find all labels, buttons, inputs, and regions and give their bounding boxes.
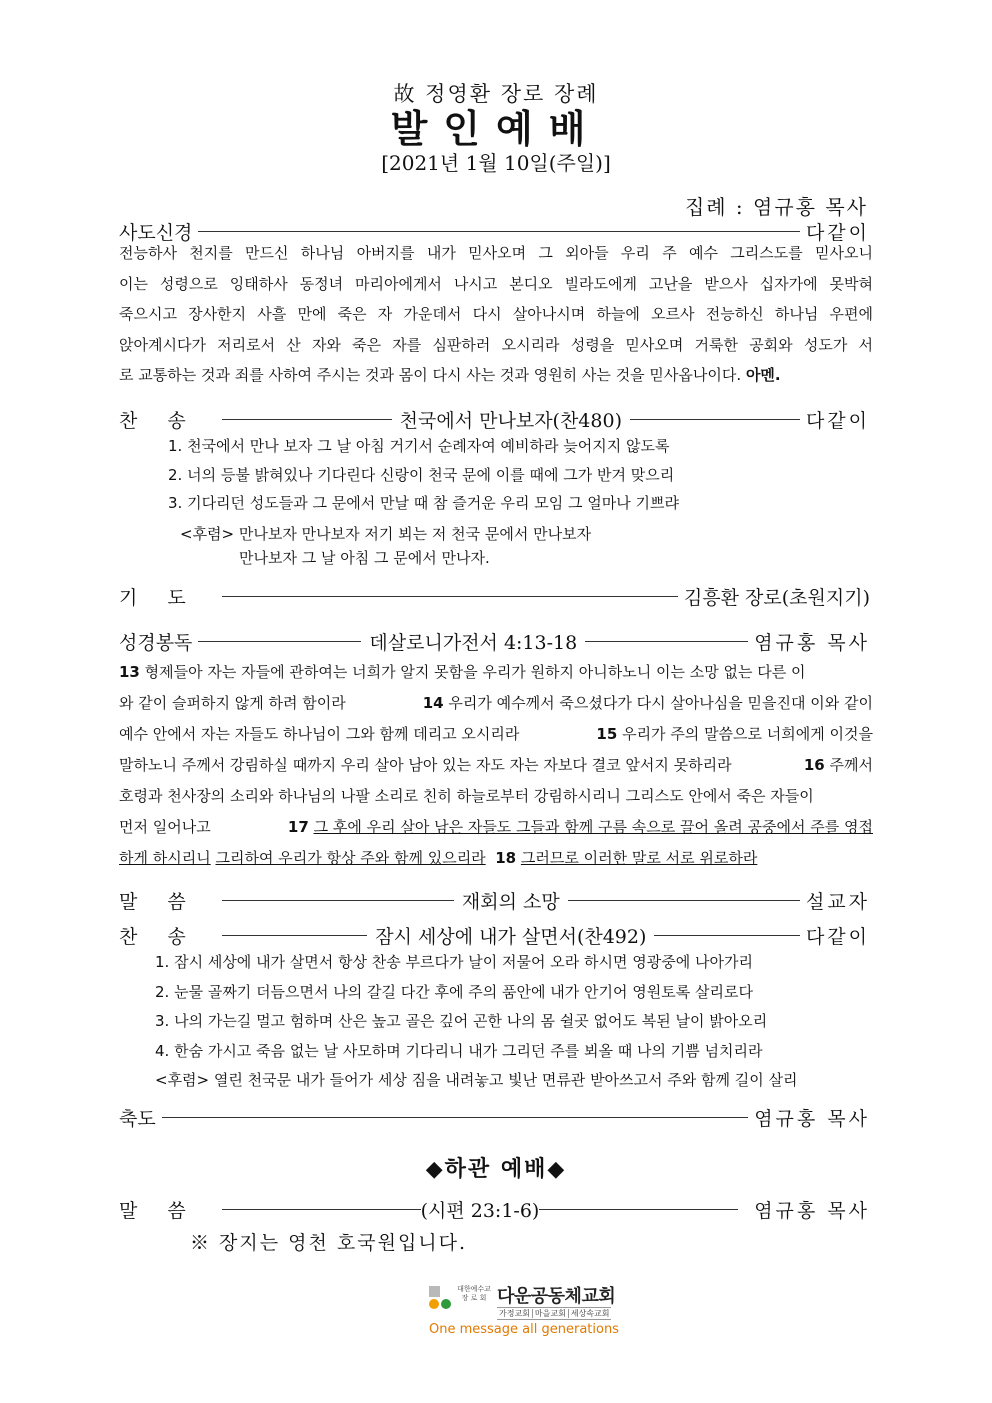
scripture-ref: 데살로니가전서 4:13-18 <box>369 632 578 654</box>
hymn2-label: 찬송 <box>119 926 216 948</box>
scripture-line <box>119 688 873 719</box>
scripture-line <box>119 843 873 874</box>
officiant: 집례 : 염규홍 목사 <box>684 195 868 219</box>
creed-line: 앉아계시다가 저리로서 산 자와 죽은 자를 심판하러 오시리라 성령을 믿사오며 거룩한 공회와 성도가 서 <box>119 335 873 354</box>
sermon-who: 설교자 <box>805 891 870 913</box>
benediction-who: 염규홍 목사 <box>754 1108 870 1130</box>
hymn-verse: 1. 잠시 세상에 내가 살면서 항상 찬송 부르다가 날이 저물어 오라 하시면 영광중에 나아가리 <box>155 953 753 971</box>
verse-text: 우리가 주의 말씀으로 너희에게 이것을 <box>622 725 873 743</box>
refrain-label: <후렴> <box>180 525 235 543</box>
divider-line <box>198 641 361 642</box>
logo-tag: 마을교회 <box>532 1309 566 1318</box>
creed-line: 전능하사 천지를 만드신 하나님 아버지를 내가 믿사오며 그 외아들 우리 주 예수 그리스도를 믿사오니 <box>119 244 873 262</box>
divider-line <box>585 641 748 642</box>
logo-tags <box>497 1307 611 1320</box>
scripture-line <box>119 657 873 688</box>
hymn1-who: 다같이 <box>805 410 871 432</box>
burial-section-title: ◆하관 예배◆ <box>425 1156 567 1182</box>
burial-sermon-label: 말씀 <box>119 1200 216 1222</box>
church-name: 다운공동체교회 <box>497 1286 616 1307</box>
verse-number: 16 <box>803 756 825 774</box>
hymn2-who: 다같이 <box>805 926 871 948</box>
divider-line <box>222 935 368 936</box>
hymn-verse: 3. 나의 가는길 멀고 험하며 산은 높고 골은 깊어 곤한 나의 몸 쉴곳 없어도 복된 날이 밝아오리 <box>155 1012 768 1030</box>
verse-text: 형제들아 자는 자들에 관하여는 너희가 알지 못함을 우리가 원하지 아니하노니 이는 소망 없는 다른 이 <box>144 663 806 681</box>
divider-line <box>198 231 800 232</box>
creed-line: 이는 성령으로 잉태하사 동정녀 마리아에게서 나시고 본디오 빌라도에게 고난을 받으사 십자가에 못박혀 <box>119 274 873 293</box>
creed-line: 로 교통하는 것과 죄를 사하여 주시는 것과 몸이 다시 사는 것과 영원히 사는 것을 믿사옵나이다. <box>119 366 742 384</box>
logo-denomination <box>457 1285 491 1303</box>
hymn2-refrain: <후렴> 열린 천국문 내가 들어가 세상 짐을 내려놓고 빛난 면류관 받아쓰고서 주와 함께 길이 살리 <box>155 1071 798 1089</box>
divider-line <box>630 419 800 420</box>
logo-mark-icon <box>429 1286 455 1312</box>
verse-number: 14 <box>422 694 444 712</box>
refrain-line: 만나보자 그 날 아침 그 문에서 만나자. <box>239 549 490 567</box>
verse-text: 호령과 천사장의 소리와 하나님의 나팔 소리로 친히 하늘로부터 강림하시리니 그리스도 안에서 죽은 자들이 <box>119 787 814 805</box>
amen: 아멘. <box>745 366 781 384</box>
creed-line-last <box>119 360 873 391</box>
creed-label: 사도신경 <box>119 222 193 244</box>
hymn-verse: 2. 너의 등불 밝혀있나 기다린다 신랑이 천국 문에 이를 때에 그가 반겨 맞으리 <box>168 465 675 484</box>
verse-number: 13 <box>119 663 140 681</box>
verse-text: 우리가 예수께서 죽으셨다가 다시 살아나심을 믿을진대 이와 같이 <box>448 694 873 712</box>
funeral-subtitle: 故 정영환 장로 장례 <box>393 82 599 106</box>
scripture-line <box>119 812 873 843</box>
hymn-verse: 2. 눈물 골짜기 더듬으면서 나의 갈길 다간 후에 주의 품안에 내가 안기어 영원토록 살리로다 <box>155 982 753 1001</box>
creed-line: 죽으시고 장사한지 사흘 만에 죽은 자 가운데서 다시 살아나시며 하늘에 오르사 전능하신 하나님 우편에 <box>119 305 873 323</box>
hymn1-label: 찬송 <box>119 410 216 432</box>
divider-line <box>222 419 392 420</box>
prayer-row <box>119 583 870 610</box>
sermon-title: 재회의 소망 <box>461 891 560 913</box>
scripture-line <box>119 750 873 781</box>
divider-line <box>539 1209 738 1210</box>
benediction-label: 축도 <box>119 1108 156 1130</box>
scripture-line <box>119 781 873 812</box>
divider-line <box>222 1209 421 1210</box>
verse-text: 그러므로 이러한 말로 서로 위로하라 <box>520 849 758 867</box>
divider-line <box>162 1117 748 1118</box>
benediction-row <box>119 1104 870 1131</box>
prayer-label: 기도 <box>119 587 216 609</box>
logo-tag: 세상속교회 <box>568 1309 610 1318</box>
verse-text: 와 같이 슬퍼하지 않게 하려 함이라 <box>119 694 346 712</box>
burial-ref: (시편 23:1-6) <box>420 1200 540 1222</box>
sermon-row <box>119 887 870 914</box>
creed-who: 다같이 <box>805 222 870 244</box>
verse-number: 17 <box>287 818 309 836</box>
service-date: [2021년 1월 10일(주일)] <box>381 151 611 175</box>
verse-text: 주께서 <box>829 756 873 774</box>
logo-tag: 가정교회 <box>499 1309 530 1318</box>
verse-text: 그 후에 우리 살아 남은 자들도 그들과 함께 구름 속으로 끌어 올려 공중에서 주를 영접 <box>313 818 873 836</box>
hymn1-row <box>119 406 870 433</box>
denomination-line: 장 로 회 <box>461 1294 487 1302</box>
hymn-verse: 3. 기다리던 성도들과 그 문에서 만날 때 참 즐거운 우리 모임 그 얼마나 기쁘랴 <box>168 494 679 512</box>
divider-line <box>222 900 454 901</box>
burial-sermon-row <box>119 1196 870 1223</box>
prayer-who: 김흥환 장로(초원지기) <box>683 587 870 609</box>
hymn-verse: 1. 천국에서 만나 보자 그 날 아침 거기서 순례자여 예비하라 늦어지지 않도록 <box>168 437 670 455</box>
burial-who: 염규홍 목사 <box>754 1200 870 1222</box>
scripture-label: 성경봉독 <box>119 632 193 654</box>
church-logo <box>429 1281 629 1343</box>
verse-text: 하게 하시리니 <box>119 849 211 867</box>
scripture-text <box>119 657 873 874</box>
scripture-who: 염규홍 목사 <box>754 632 871 654</box>
scripture-row <box>119 628 870 655</box>
logo-slogan: One message all generations <box>429 1322 619 1337</box>
denomination-line: 대한예수교 <box>457 1285 491 1293</box>
verse-text: 말하노니 주께서 강림하실 때까지 우리 살아 남아 있는 자도 자는 자보다 결코 앞서지 못하리라 <box>119 756 732 774</box>
hymn2-verses <box>155 948 798 1096</box>
refrain-line: 만나보자 만나보자 저기 뵈는 저 천국 문에서 만나보자 <box>238 525 592 543</box>
hymn2-row <box>119 922 870 949</box>
verse-text: 먼저 일어나고 <box>119 818 211 836</box>
divider-line <box>568 900 800 901</box>
hymn-verse: 4. 한숨 가시고 죽음 없는 날 사모하며 기다리니 내가 그리던 주를 뵈올 때 나의 기쁨 넘치리라 <box>155 1041 763 1060</box>
hymn1-verses <box>168 432 679 518</box>
creed-text <box>119 238 873 391</box>
divider-line <box>222 596 678 597</box>
burial-note: ※ 장지는 영천 호국원입니다. <box>190 1232 468 1254</box>
hymn1-refrain <box>180 522 591 570</box>
sermon-label: 말씀 <box>119 891 216 913</box>
verse-number: 15 <box>596 725 618 743</box>
verse-text: 예수 안에서 자는 자들도 하나님이 그와 함께 데리고 오시리라 <box>119 725 520 743</box>
divider-line <box>654 935 800 936</box>
hymn1-title: 천국에서 만나보자(찬480) <box>399 410 622 432</box>
scripture-line <box>119 719 873 750</box>
verse-text: 그리하여 우리가 항상 주와 함께 있으리라 <box>215 849 486 867</box>
page-title: 발인예배 <box>390 106 602 151</box>
verse-number: 18 <box>495 849 517 867</box>
hymn2-title: 잠시 세상에 내가 살면서(찬492) <box>375 926 647 948</box>
